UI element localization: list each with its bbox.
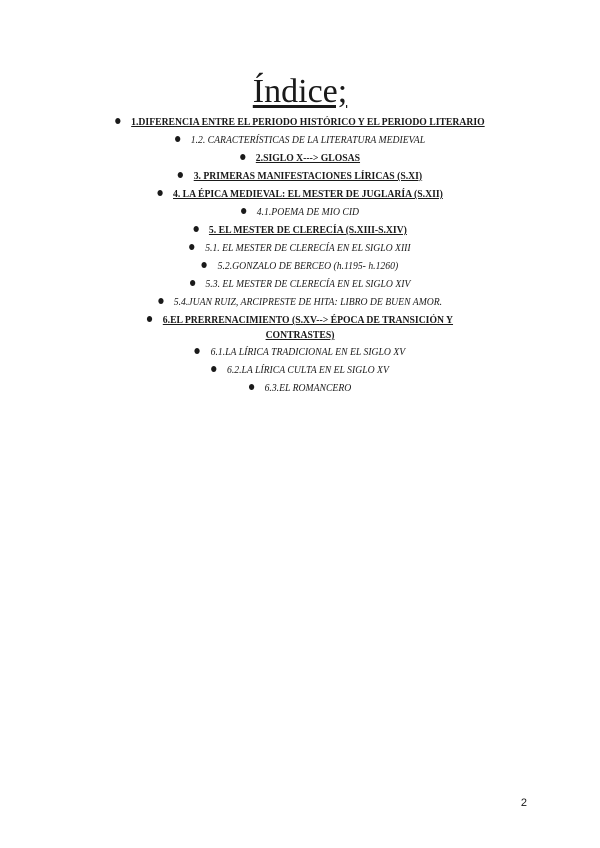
toc-item-label: 6.2.LA LÍRICA CULTA EN EL SIGLO XV — [226, 364, 389, 376]
bullet-icon — [193, 226, 198, 232]
toc-item-label: 6.3.EL ROMANCERO — [264, 382, 352, 394]
toc-item-label: 6.1.LA LÍRICA TRADICIONAL EN EL SIGLO XV — [210, 346, 406, 358]
toc-item-label: 6.EL PRERRENACIMIENTO (S.XV--> ÉPOCA DE TRANSICIÓN Y CONTRASTES) — [162, 314, 454, 341]
table-of-contents — [0, 113, 600, 397]
bullet-icon — [202, 262, 207, 268]
toc-item-label: 1.DIFERENCIA ENTRE EL PERIODO HISTÓRICO Y EL PERIODO LITERARIO — [131, 116, 485, 128]
toc-item[interactable] — [36, 221, 564, 239]
bullet-icon — [241, 208, 246, 214]
bullet-icon — [189, 244, 194, 250]
page-title: Índice; — [252, 73, 348, 110]
toc-item[interactable] — [36, 239, 564, 257]
toc-item[interactable] — [36, 275, 564, 293]
toc-item[interactable] — [36, 293, 564, 311]
toc-item[interactable] — [124, 311, 476, 343]
bullet-icon — [178, 172, 183, 178]
toc-item-label: 1.2. CARACTERÍSTICAS DE LA LITERATURA MEDIEVAL — [190, 134, 426, 146]
bullet-icon — [240, 154, 245, 160]
toc-item[interactable] — [36, 131, 564, 149]
toc-item-label: 3. PRIMERAS MANIFESTACIONES LÍRICAS (S.XI) — [193, 170, 423, 182]
bullet-icon — [175, 136, 180, 142]
toc-item-label: 5.4.JUAN RUIZ, ARCIPRESTE DE HITA: LIBRO DE BUEN AMOR. — [173, 296, 443, 308]
toc-item[interactable] — [36, 379, 564, 397]
toc-item-label: 5. EL MESTER DE CLERECÍA (S.XIII-S.XIV) — [208, 224, 407, 236]
toc-item-label: 5.3. EL MESTER DE CLERECÍA EN EL SIGLO XIV — [205, 278, 411, 290]
toc-item-label: 4.1.POEMA DE MIO CID — [256, 206, 360, 218]
toc-item[interactable] — [36, 167, 564, 185]
toc-item[interactable] — [36, 343, 564, 361]
bullet-icon — [147, 316, 152, 322]
bullet-icon — [249, 384, 254, 390]
bullet-icon — [211, 366, 216, 372]
toc-item-label: 5.1. EL MESTER DE CLERECÍA EN EL SIGLO XIII — [205, 242, 411, 254]
bullet-icon — [190, 280, 195, 286]
toc-item-label: 2.SIGLO X---> GLOSAS — [255, 152, 361, 164]
bullet-icon — [195, 348, 200, 354]
bullet-icon — [157, 190, 162, 196]
page-number: 2 — [520, 797, 527, 809]
toc-item[interactable] — [36, 361, 564, 379]
toc-item-label: 4. LA ÉPICA MEDIEVAL: EL MESTER DE JUGLARÍA (S.XII) — [172, 188, 443, 200]
toc-item-label: 5.2.GONZALO DE BERCEO (h.1195- h.1260) — [217, 260, 399, 272]
toc-item[interactable] — [36, 149, 564, 167]
toc-item[interactable] — [36, 185, 564, 203]
bullet-icon — [115, 118, 120, 124]
toc-item[interactable] — [36, 257, 564, 275]
bullet-icon — [158, 298, 163, 304]
toc-item[interactable] — [36, 113, 564, 131]
toc-item[interactable] — [36, 203, 564, 221]
